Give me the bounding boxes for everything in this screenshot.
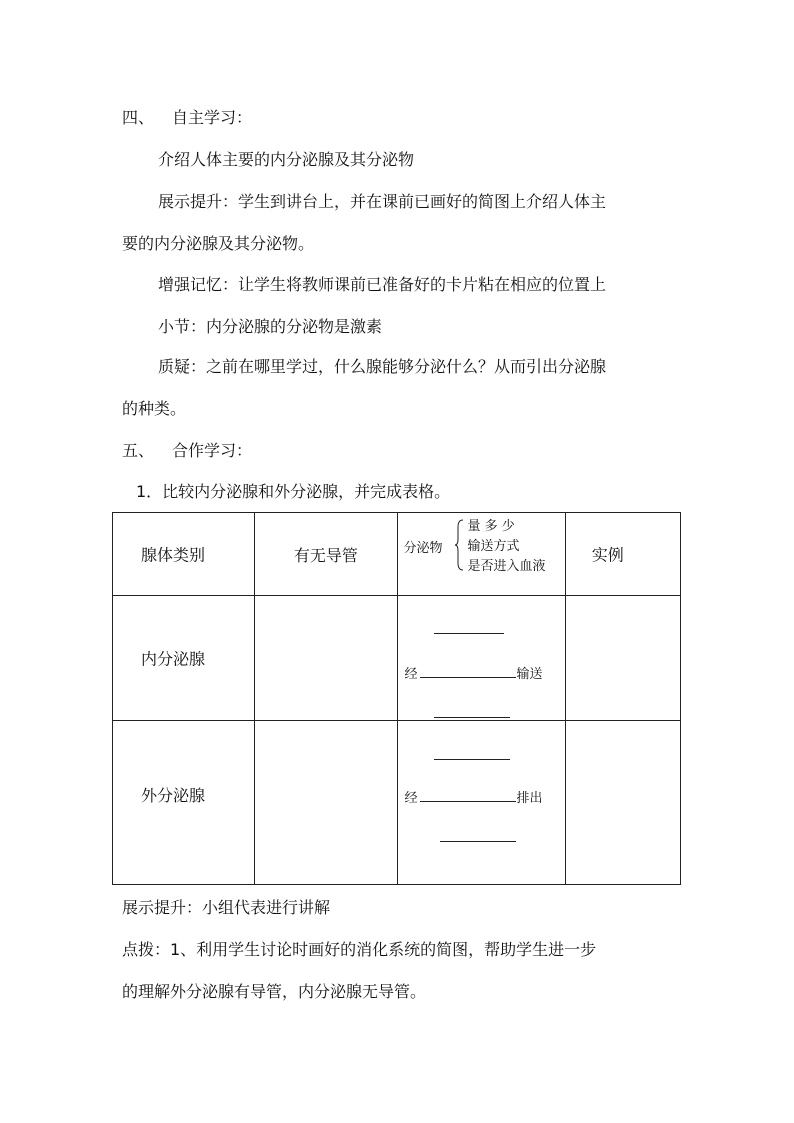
table-row [113, 721, 681, 885]
curly-brace-icon [454, 519, 464, 571]
row-exocrine-secretion [397, 721, 565, 885]
paragraph-guidance-2: 的理解外分泌腺有导管，内分泌腺无导管。 [122, 982, 427, 1001]
paragraph-show-1: 展示提升：学生到讲台上，并在课前已画好的简图上介绍人体主 [158, 192, 607, 211]
blank-line [420, 677, 516, 678]
paragraph-question-2: 的种类。 [122, 399, 187, 418]
section-5-title: 合作学习： [172, 441, 253, 460]
row-endocrine-example [565, 596, 680, 721]
row-exocrine-duct [255, 721, 397, 885]
paragraph-memory: 增强记忆：让学生将教师课前已准备好的卡片粘在相应的位置上 [158, 275, 607, 294]
comparison-table [112, 512, 681, 885]
via-label: 经 [404, 667, 418, 682]
header-example: 实例 [565, 513, 680, 596]
header-secretion [397, 513, 565, 596]
blank-line [440, 841, 516, 842]
via-label: 经 [404, 791, 418, 806]
section-5-heading [122, 441, 252, 461]
paragraph-presentation: 展示提升：小组代表进行讲解 [122, 898, 331, 917]
action-label: 排出 [516, 791, 543, 806]
header-duct: 有无导管 [255, 513, 397, 596]
table-header-row [113, 513, 681, 596]
secretion-label: 分泌物 [403, 541, 443, 556]
row-endocrine-secretion [397, 596, 565, 721]
paragraph-summary: 小节：内分泌腺的分泌物是激素 [158, 317, 383, 336]
section-5-number: 五、 [122, 441, 155, 460]
action-label: 输送 [516, 667, 543, 682]
section-4-title: 自主学习： [172, 108, 253, 127]
paragraph-question-1: 质疑：之前在哪里学过，什么腺能够分泌什么？从而引出分泌腺 [158, 357, 607, 376]
secretion-item-blood: 是否进入血液 [467, 559, 546, 574]
blank-line [434, 633, 504, 634]
paragraph-show-2: 要的内分泌腺及其分泌物。 [122, 234, 315, 253]
blank-line [420, 801, 516, 802]
secretion-item-amount: 量 多 少 [467, 519, 515, 534]
row-exocrine-name: 外分泌腺 [113, 721, 255, 885]
row-endocrine-duct [255, 596, 397, 721]
table-row [113, 596, 681, 721]
header-gland-type: 腺体类别 [113, 513, 255, 596]
task-1: 1．比较内分泌腺和外分泌腺，并完成表格。 [136, 482, 451, 501]
paragraph-guidance-1: 点拨：1、利用学生讨论时画好的消化系统的简图，帮助学生进一步 [122, 940, 597, 959]
section-4-number: 四、 [122, 108, 155, 127]
paragraph-intro: 介绍人体主要的内分泌腺及其分泌物 [158, 150, 415, 169]
blank-line [434, 717, 510, 718]
blank-line [434, 759, 510, 760]
section-4-heading [122, 108, 252, 128]
row-endocrine-name: 内分泌腺 [113, 596, 255, 721]
secretion-item-transport: 输送方式 [467, 539, 520, 554]
row-exocrine-example [565, 721, 680, 885]
